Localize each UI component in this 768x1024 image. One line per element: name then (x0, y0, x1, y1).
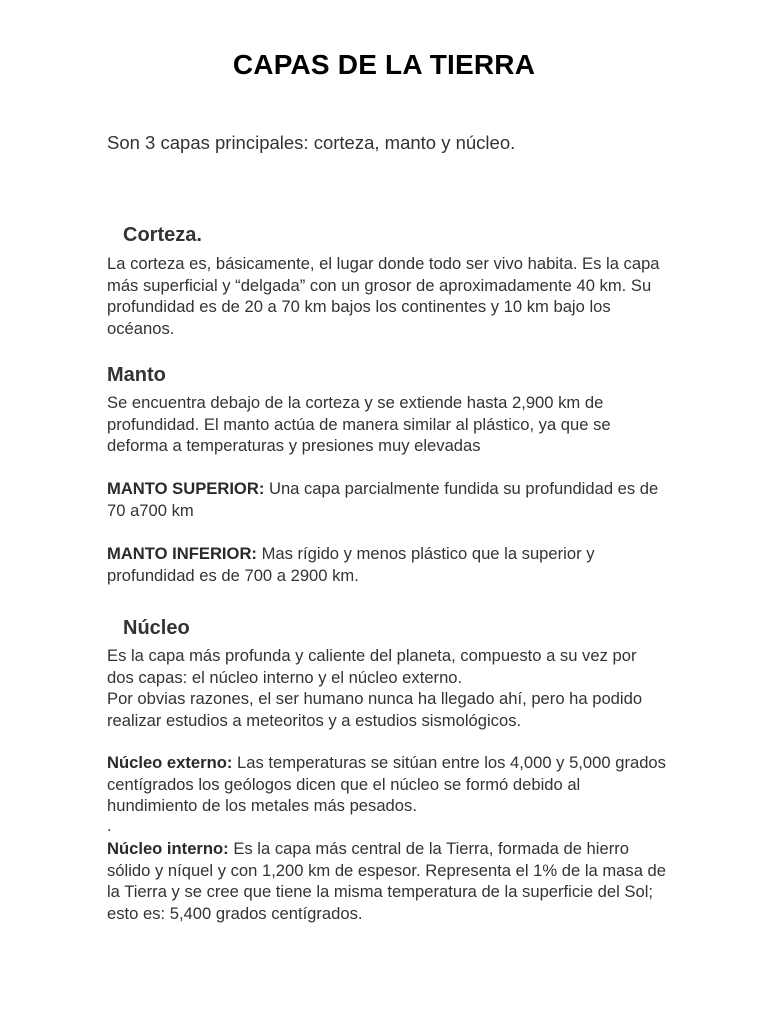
manto-inferior-text: Mas rígido y menos plástico que la superior y profundidad es de 700 a 2900 km. (107, 544, 595, 585)
manto-heading: Manto (107, 364, 166, 386)
page-title: CAPAS DE LA TIERRA (232, 49, 536, 80)
nucleo-interno-label: Núcleo interno: (107, 839, 229, 858)
separator-dot: . (107, 816, 112, 835)
corteza-paragraph: La corteza es, básicamente, el lugar donde todo ser vivo habita. Es la capa más superficial y “delgada” con un grosor de aproximadamente 40 km. Su profundidad es de 20 a 70 km bajos los continentes y 10 km bajo los océanos. (107, 254, 660, 339)
nucleo-interno-text: Es la capa más central de la Tierra, formada de hierro sólido y níquel y con 1,200 km de espesor. Representa el 1% de la masa de la Tierra y se cree que tiene la misma temperatura de la superficie del Sol; esto es: 5,400 grados centígrados. (107, 839, 666, 924)
nucleo-interno-paragraph (107, 838, 667, 925)
manto-inferior-paragraph (107, 543, 667, 586)
nucleo-externo-paragraph (107, 752, 667, 817)
nucleo-paragraph-2: Por obvias razones, el ser humano nunca ha llegado ahí, pero ha podido realizar estudios a meteoritos y a estudios sismológicos. (107, 689, 643, 730)
manto-superior-paragraph (107, 478, 667, 521)
nucleo-paragraph-1: Es la capa más profunda y caliente del planeta, compuesto a su vez por dos capas: el núcleo interno y el núcleo externo. (107, 646, 637, 687)
manto-superior-label: MANTO SUPERIOR: (107, 479, 265, 498)
manto-paragraph: Se encuentra debajo de la corteza y se extiende hasta 2,900 km de profundidad. El manto actúa de manera similar al plástico, ya que se deforma a temperaturas y presiones muy elevadas (107, 393, 611, 456)
manto-superior-text: Una capa parcialmente fundida su profundidad es de 70 a700 km (107, 479, 659, 520)
nucleo-heading: Núcleo (123, 617, 190, 639)
nucleo-externo-label: Núcleo externo: (107, 753, 233, 772)
intro-paragraph: Son 3 capas principales: corteza, manto y núcleo. (107, 132, 516, 153)
nucleo-externo-text: Las temperaturas se sitúan entre los 4,000 y 5,000 grados centígrados los geólogos dicen que el núcleo se formó debido al hundimiento de los metales más pesados. (107, 753, 666, 816)
corteza-heading: Corteza. (123, 224, 202, 246)
manto-inferior-label: MANTO INFERIOR: (107, 544, 257, 563)
